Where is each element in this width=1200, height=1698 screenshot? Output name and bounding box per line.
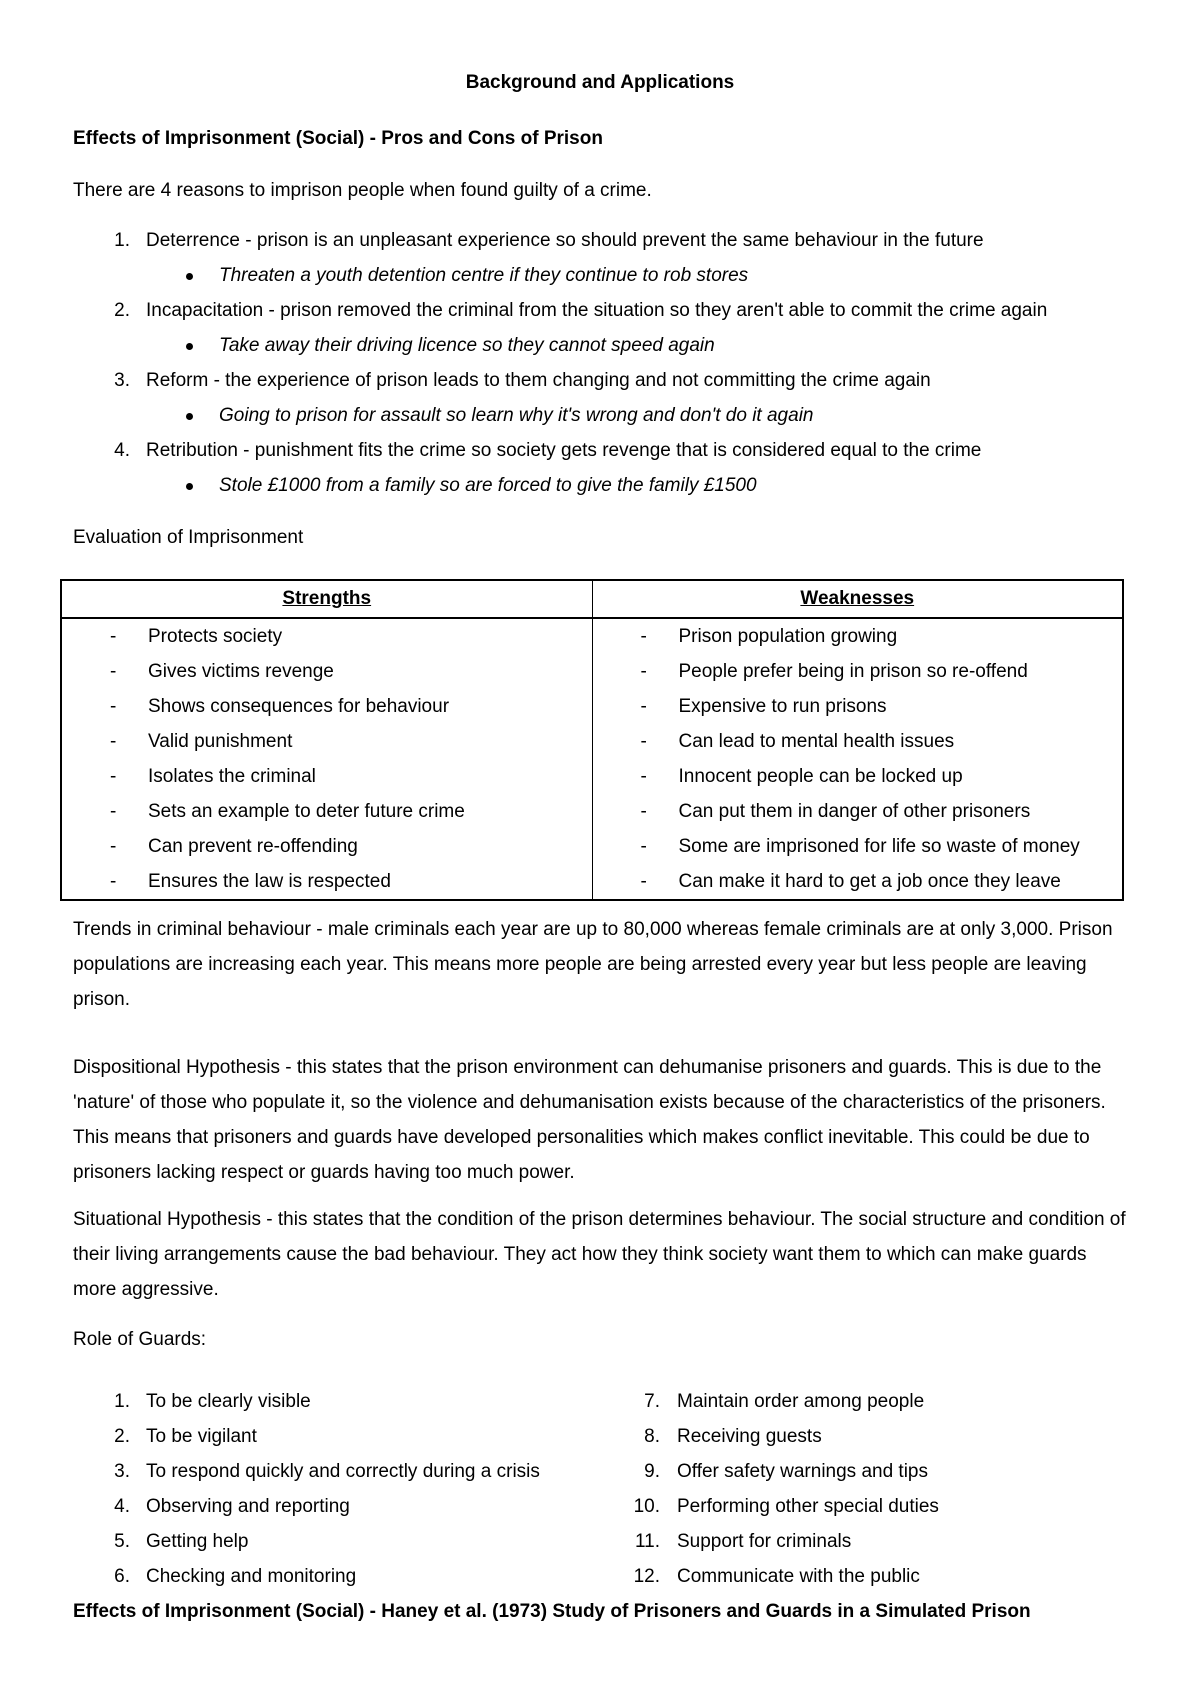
guard-role: Communicate with the public [677, 1566, 920, 1587]
weakness-cell [592, 794, 1123, 829]
weakness-text: Can put them in danger of other prisoners [678, 801, 1031, 822]
strength-cell [61, 864, 592, 900]
reason-example: Going to prison for assault so learn why it's wrong and don't do it again [219, 405, 814, 426]
guard-number: 3. [114, 1461, 130, 1482]
evaluation-table [60, 579, 1124, 901]
table-row [61, 829, 1123, 864]
dash: - [640, 626, 647, 647]
guard-number: 8. [644, 1426, 660, 1447]
dash: - [110, 661, 117, 682]
reason-text: Retribution - punishment fits the crime so society gets revenge that is considered equal to the crime [146, 440, 982, 461]
strengths-header: Strengths [61, 580, 592, 618]
dispositional-paragraph: Dispositional Hypothesis - this states that the prison environment can dehumanise prisoners and guards. This is due to the 'nature' of those who populate it, so the violence and dehumanisation exists because of the characteristics of the prisoners. This means that prisoners and guards have developed personalities which makes conflict inevitable. This could be due to prisoners lacking respect or guards having too much power. [73, 1057, 1106, 1183]
guard-role: Getting help [146, 1531, 249, 1552]
dash: - [110, 696, 117, 717]
guard-number: 4. [114, 1496, 130, 1517]
guard-role: Offer safety warnings and tips [677, 1461, 928, 1482]
guard-number: 12. [633, 1566, 660, 1587]
strength-cell [61, 689, 592, 724]
weakness-text: Can lead to mental health issues [678, 731, 955, 752]
reason-number: 2. [114, 300, 130, 321]
dash: - [640, 871, 647, 892]
dash: - [640, 836, 647, 857]
guard-role: To respond quickly and correctly during a crisis [146, 1461, 540, 1482]
section-heading-pros-cons: Effects of Imprisonment (Social) - Pros and Cons of Prison [73, 128, 603, 149]
guard-role: Observing and reporting [146, 1496, 350, 1517]
table-row [61, 864, 1123, 900]
intro-text: There are 4 reasons to imprison people when found guilty of a crime. [73, 180, 652, 201]
dash: - [640, 801, 647, 822]
dash: - [110, 801, 117, 822]
guards-heading: Role of Guards: [73, 1329, 207, 1350]
dash: - [110, 766, 117, 787]
trends-paragraph: Trends in criminal behaviour - male criminals each year are up to 80,000 whereas female criminals are at only 3,000. Prison populations are increasing each year. This means more people are being arrested every year but less people are leaving prison. [73, 919, 1113, 1010]
strength-text: Ensures the law is respected [148, 871, 391, 892]
strength-cell [61, 654, 592, 689]
guard-role: To be vigilant [146, 1426, 257, 1447]
strength-cell [61, 829, 592, 864]
weakness-cell [592, 724, 1123, 759]
dash: - [640, 661, 647, 682]
strength-text: Protects society [148, 626, 283, 647]
dash: - [110, 626, 117, 647]
weakness-text: Can make it hard to get a job once they leave [678, 871, 1061, 892]
weakness-cell [592, 864, 1123, 900]
strength-text: Shows consequences for behaviour [148, 696, 450, 717]
table-row [61, 759, 1123, 794]
situational-paragraph: Situational Hypothesis - this states that the condition of the prison determines behaviour. The social structure and condition of their living arrangements cause the bad behaviour. They act how they think society want them to which can make guards more aggressive. [73, 1209, 1126, 1300]
dash: - [640, 766, 647, 787]
guard-number: 6. [114, 1566, 130, 1587]
reason-number: 1. [114, 230, 130, 251]
dash: - [640, 731, 647, 752]
reason-text: Reform - the experience of prison leads to them changing and not committing the crime again [146, 370, 931, 391]
dash: - [110, 871, 117, 892]
section-heading-haney-study: Effects of Imprisonment (Social) - Haney et al. (1973) Study of Prisoners and Guards in a Simulated Prison [73, 1601, 1031, 1622]
weakness-text: Some are imprisoned for life so waste of money [678, 836, 1080, 857]
evaluation-heading: Evaluation of Imprisonment [73, 527, 304, 548]
strength-text: Gives victims revenge [148, 661, 334, 682]
strength-cell [61, 794, 592, 829]
reason-number: 4. [114, 440, 130, 461]
guard-role: Checking and monitoring [146, 1566, 357, 1587]
guard-number: 2. [114, 1426, 130, 1447]
strength-cell [61, 724, 592, 759]
strength-cell [61, 759, 592, 794]
weakness-text: Expensive to run prisons [678, 696, 887, 717]
dash: - [640, 696, 647, 717]
reason-text: Incapacitation - prison removed the criminal from the situation so they aren't able to commit the crime again [146, 300, 1048, 321]
table-row [61, 724, 1123, 759]
bullet-icon [186, 273, 193, 280]
bullet-icon [186, 343, 193, 350]
weakness-text: Innocent people can be locked up [678, 766, 963, 787]
table-row [61, 618, 1123, 654]
guard-number: 5. [114, 1531, 130, 1552]
reason-text: Deterrence - prison is an unpleasant experience so should prevent the same behaviour in the future [146, 230, 984, 251]
reason-example: Stole £1000 from a family so are forced to give the family £1500 [219, 475, 757, 496]
table-row [61, 689, 1123, 724]
strength-text: Isolates the criminal [148, 766, 316, 787]
reason-example: Threaten a youth detention centre if they continue to rob stores [219, 265, 749, 286]
guard-number: 9. [644, 1461, 660, 1482]
bullet-icon [186, 483, 193, 490]
strength-cell [61, 618, 592, 654]
bullet-icon [186, 413, 193, 420]
weaknesses-header: Weaknesses [592, 580, 1123, 618]
guard-number: 7. [644, 1391, 660, 1412]
reason-example: Take away their driving licence so they cannot speed again [219, 335, 715, 356]
reason-number: 3. [114, 370, 130, 391]
strength-text: Sets an example to deter future crime [148, 801, 465, 822]
guard-number: 1. [114, 1391, 130, 1412]
guard-role: Support for criminals [677, 1531, 852, 1552]
guard-role: Maintain order among people [677, 1391, 925, 1412]
weakness-cell [592, 759, 1123, 794]
weakness-cell [592, 829, 1123, 864]
dash: - [110, 731, 117, 752]
weakness-cell [592, 654, 1123, 689]
guard-role: To be clearly visible [146, 1391, 311, 1412]
weakness-text: Prison population growing [678, 626, 898, 647]
strength-text: Valid punishment [148, 731, 293, 752]
table-row [61, 654, 1123, 689]
guard-role: Performing other special duties [677, 1496, 939, 1517]
guard-number: 11. [634, 1531, 660, 1552]
table-row [61, 794, 1123, 829]
weakness-cell [592, 618, 1123, 654]
guard-role: Receiving guests [677, 1426, 822, 1447]
guard-number: 10. [633, 1496, 660, 1517]
dash: - [110, 836, 117, 857]
page-title: Background and Applications [465, 72, 735, 93]
weakness-text: People prefer being in prison so re-offend [678, 661, 1028, 682]
weakness-cell [592, 689, 1123, 724]
strength-text: Can prevent re-offending [148, 836, 358, 857]
